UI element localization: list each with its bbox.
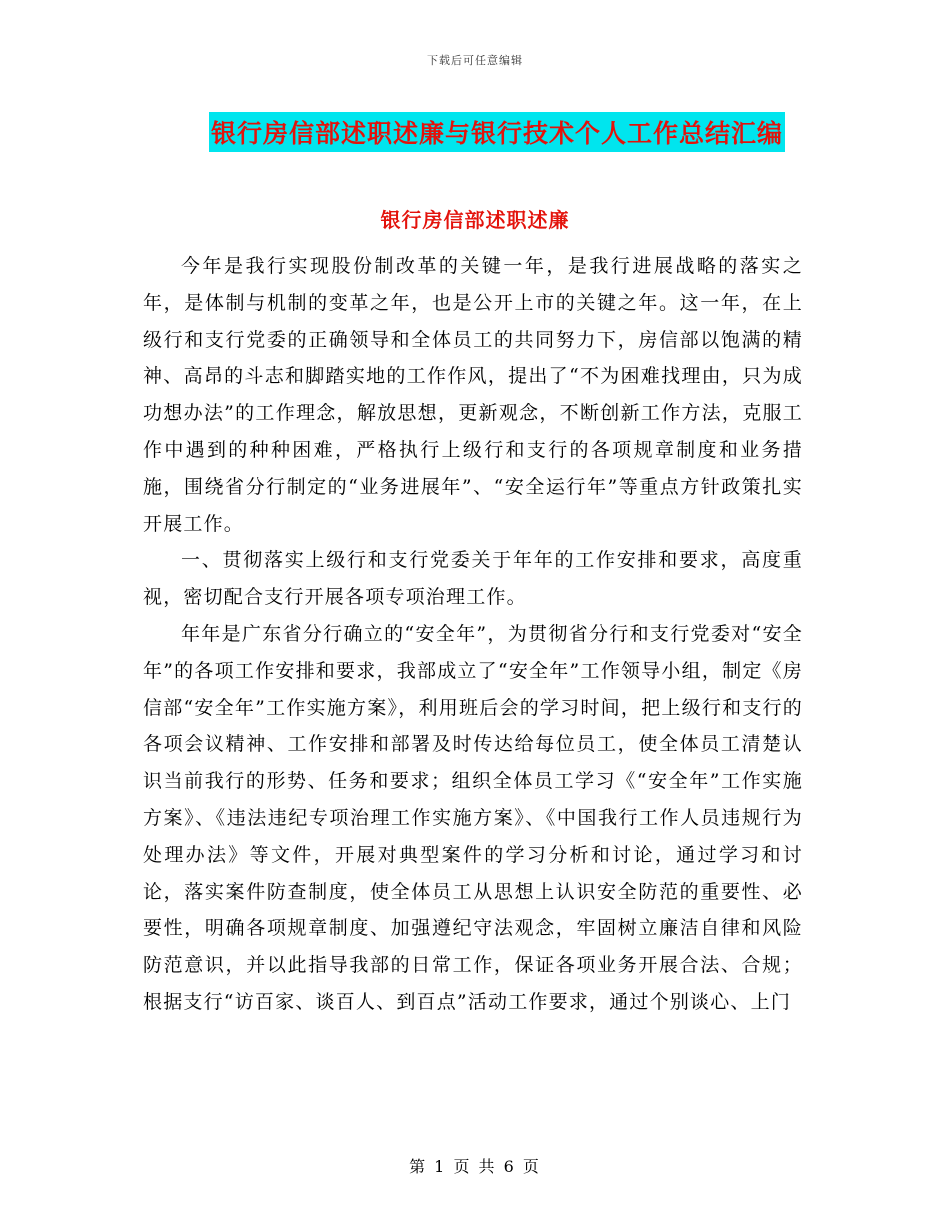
section-title: 银行房信部述职述廉 (380, 208, 570, 232)
header-note: 下载后可任意编辑 (427, 54, 523, 67)
document-title: 银行房信部述职述廉与银行技术个人工作总结汇编 (209, 112, 785, 152)
page-number-footer: 第 1 页 共 6 页 (409, 1157, 541, 1176)
paragraph: 一、贯彻落实上级行和支行党委关于年年的工作安排和要求，高度重视，密切配合支行开展各项专项治理工作。 (143, 549, 803, 609)
paragraph: 年年是广东省分行确立的“安全年”，为贯彻省分行和支行党委对“安全年”的各项工作安排和要求，我部成立了“安全年”工作领导小组，制定《房信部“安全年”工作实施方案》，利用班后会的学习时间，把上级行和支行的各项会议精神、工作安排和部署及时传达给每位员工，使全体员工清楚认识当前我行的形势、任务和要求；组织全体员工学习《“安全年”工作实施方案》、《违法违纪专项治理工作实施方案》、《中国我行工作人员违规行为处理办法》等文件，开展对典型案件的学习分析和讨论，通过学习和讨论，落实案件防查制度，使全体员工从思想上认识安全防范的重要性、必要性，明确各项规章制度、加强遵纪守法观念，牢固树立廉洁自律和风险防范意识，并以此指导我部的日常工作，保证各项业务开展合法、合规；根据支行“访百家、谈百人、到百点”活动工作要求，通过个别谈心、上门 (143, 622, 803, 1013)
document-body (143, 248, 803, 1021)
document-title-wrap (0, 112, 950, 152)
paragraph: 今年是我行实现股份制改革的关键一年，是我行进展战略的落实之年，是体制与机制的变革之年，也是公开上市的关键之年。这一年，在上级行和支行党委的正确领导和全体员工的共同努力下，房信部以饱满的精神、高昂的斗志和脚踏实地的工作作风，提出了“不为困难找理由，只为成功想办法”的工作理念，解放思想，更新观念，不断创新工作方法，克服工作中遇到的种种困难，严格执行上级行和支行的各项规章制度和业务措施，围绕省分行制定的“业务进展年”、“安全运行年”等重点方针政策扎实开展工作。 (143, 255, 803, 535)
